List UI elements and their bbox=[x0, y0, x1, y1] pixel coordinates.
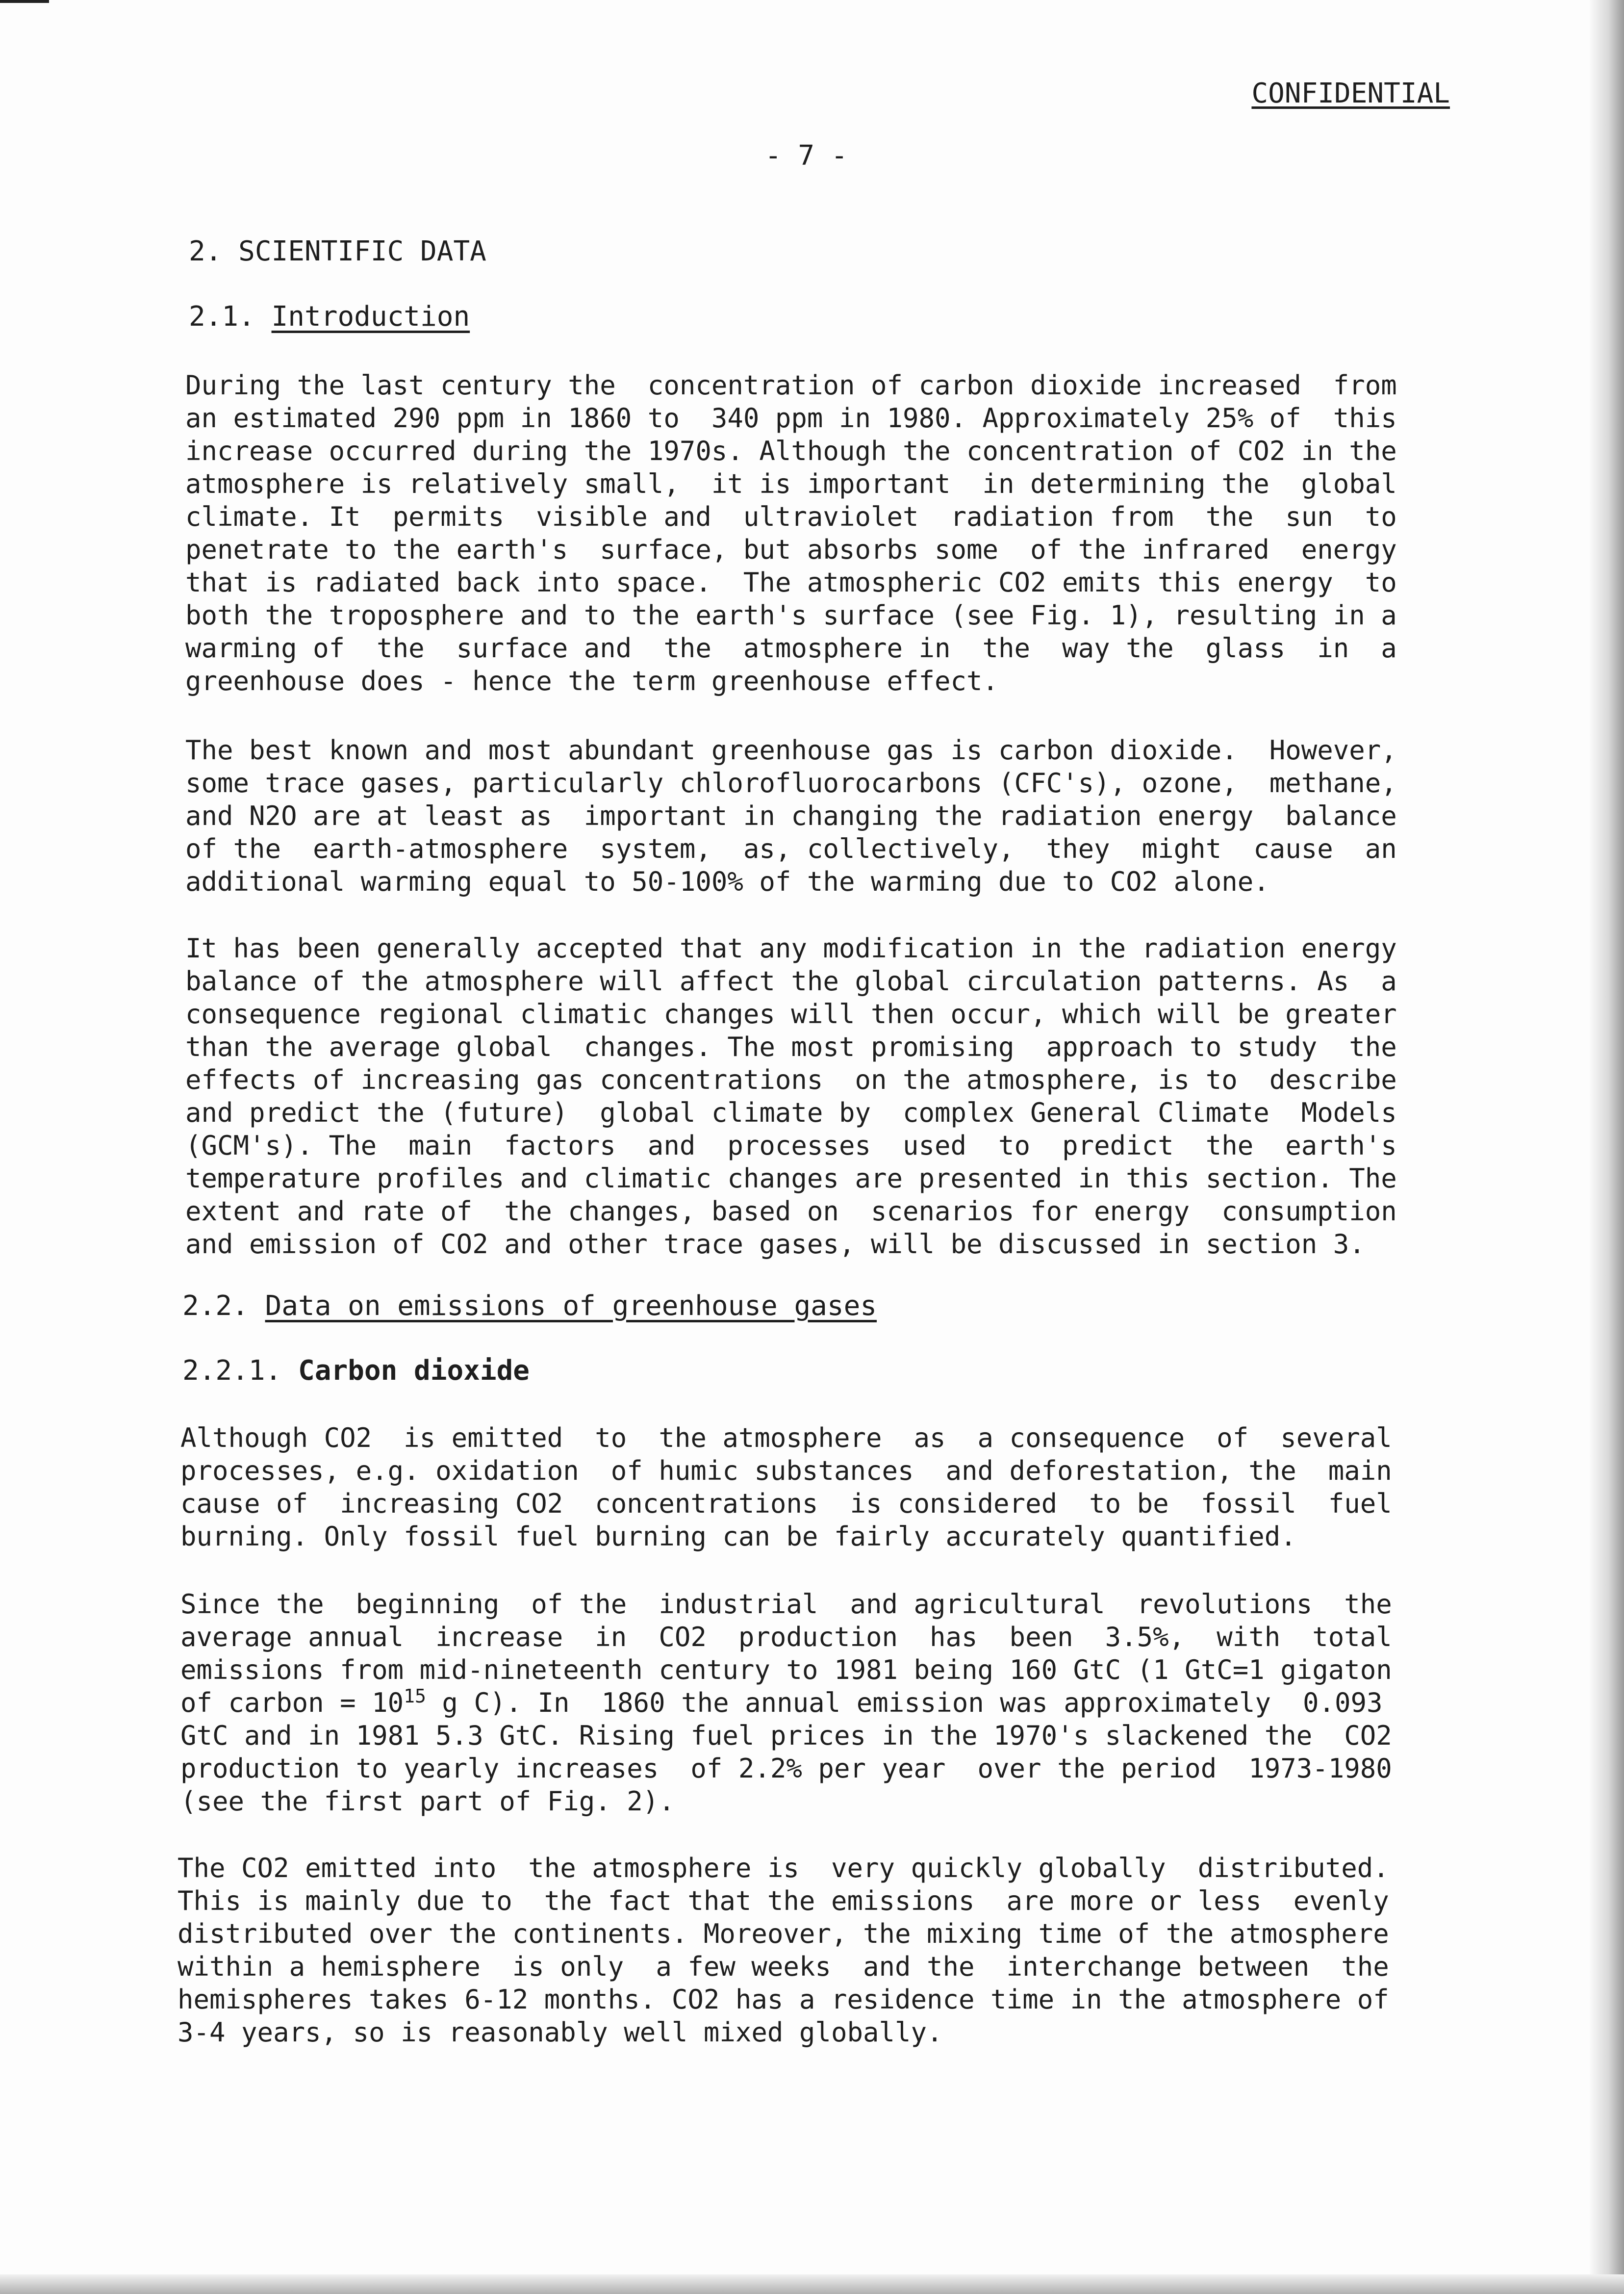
exponent: 15 bbox=[404, 1685, 426, 1707]
subsubsection-co2-heading: 2.2.1. Carbon dioxide bbox=[182, 1355, 530, 1387]
text-line: It has been generally accepted that any modification in the radiation energy bbox=[185, 933, 1397, 964]
text-line: temperature profiles and climatic changes are presented in this section. The bbox=[185, 1163, 1397, 1194]
confidential-header: CONFIDENTIAL bbox=[1251, 77, 1450, 109]
text-line: distributed over the continents. Moreover, the mixing time of the atmosphere bbox=[178, 1918, 1389, 1949]
co2-paragraph-1 bbox=[180, 1421, 1441, 1553]
text-line: burning. Only fossil fuel burning can be fairly accurately quantified. bbox=[180, 1521, 1296, 1552]
text-line: increase occurred during the 1970s. Although the concentration of CO2 in the bbox=[185, 436, 1397, 466]
text-line: Since the beginning of the industrial and agricultural revolutions the bbox=[180, 1589, 1392, 1620]
text-line: than the average global changes. The most promising approach to study the bbox=[185, 1031, 1397, 1062]
co2-paragraph-3 bbox=[178, 1852, 1438, 2049]
page-number: - 7 - bbox=[765, 140, 848, 172]
text-line: production to yearly increases of 2.2% per year over the period 1973-1980 bbox=[180, 1753, 1392, 1784]
text-line-with-exponent: of carbon = $10^{15}$ g C). In 1860 the annual emission was approximately 0.093 bbox=[180, 1685, 1383, 1718]
text-line: and predict the (future) global climate by complex General Climate Models bbox=[185, 1097, 1397, 1128]
scan-edge-right bbox=[1590, 0, 1624, 2294]
subsection-emissions-heading: 2.2. Data on emissions of greenhouse gases bbox=[182, 1290, 877, 1322]
text-line: effects of increasing gas concentrations on the atmosphere, is to describe bbox=[185, 1064, 1397, 1095]
text-line: average annual increase in CO2 production has been 3.5%, with total bbox=[180, 1622, 1392, 1652]
section-title: 2. SCIENTIFIC DATA bbox=[189, 235, 486, 267]
text-line: 3-4 years, so is reasonably well mixed globally. bbox=[178, 2017, 943, 2048]
text-line: climate. It permits visible and ultraviolet radiation from the sun to bbox=[185, 501, 1397, 532]
text-line: and emission of CO2 and other trace gases, will be discussed in section 3. bbox=[185, 1229, 1365, 1260]
text-line: The best known and most abundant greenhouse gas is carbon dioxide. However, bbox=[185, 735, 1397, 766]
text-line: extent and rate of the changes, based on scenarios for energy consumption bbox=[185, 1196, 1397, 1227]
text-line: balance of the atmosphere will affect the global circulation patterns. As a bbox=[185, 966, 1397, 997]
intro-paragraph-3 bbox=[185, 932, 1446, 1261]
text-line: warming of the surface and the atmosphere in the way the glass in a bbox=[185, 633, 1397, 664]
text-line: additional warming equal to 50-100% of the warming due to CO2 alone. bbox=[185, 866, 1269, 897]
text-line: greenhouse does - hence the term greenhouse effect. bbox=[185, 666, 999, 696]
text-line: that is radiated back into space. The atmospheric CO2 emits this energy to bbox=[185, 567, 1397, 598]
text-line: This is mainly due to the fact that the emissions are more or less evenly bbox=[178, 1885, 1389, 1916]
text-line: The CO2 emitted into the atmosphere is very quickly globally distributed. bbox=[178, 1853, 1389, 1883]
text-line: and N2O are at least as important in changing the radiation energy balance bbox=[185, 800, 1397, 831]
text-line: emissions from mid-nineteenth century to 1981 being 160 GtC (1 GtC=1 gigaton bbox=[180, 1654, 1392, 1685]
text-line: some trace gases, particularly chlorofluorocarbons (CFC's), ozone, methane, bbox=[185, 768, 1397, 799]
text-line: During the last century the concentration of carbon dioxide increased from bbox=[185, 370, 1397, 401]
text-line: GtC and in 1981 5.3 GtC. Rising fuel prices in the 1970's slackened the CO2 bbox=[180, 1720, 1392, 1751]
text-line: an estimated 290 ppm in 1860 to 340 ppm in 1980. Approximately 25% of this bbox=[185, 403, 1397, 434]
scan-mark bbox=[0, 0, 49, 3]
text-line: processes, e.g. oxidation of humic substances and deforestation, the main bbox=[180, 1455, 1392, 1486]
text-line: Although CO2 is emitted to the atmosphere as a consequence of several bbox=[180, 1422, 1392, 1453]
text-line: both the troposphere and to the earth's surface (see Fig. 1), resulting in a bbox=[185, 600, 1397, 631]
text-line: of the earth-atmosphere system, as, collectively, they might cause an bbox=[185, 833, 1397, 864]
text-line: atmosphere is relatively small, it is important in determining the global bbox=[185, 468, 1397, 499]
text-line: consequence regional climatic changes will then occur, which will be greater bbox=[185, 999, 1397, 1030]
text-line: cause of increasing CO2 concentrations is considered to be fossil fuel bbox=[180, 1488, 1392, 1519]
co2-paragraph-2 bbox=[180, 1588, 1441, 1818]
intro-paragraph-1 bbox=[185, 369, 1446, 697]
text-line: within a hemisphere is only a few weeks and the interchange between the bbox=[178, 1951, 1389, 1982]
text-line: penetrate to the earth's surface, but absorbs some of the infrared energy bbox=[185, 534, 1397, 565]
subsection-introduction-heading: 2.1. Introduction bbox=[189, 301, 470, 333]
intro-paragraph-2 bbox=[185, 734, 1446, 898]
text-line: (see the first part of Fig. 2). bbox=[180, 1786, 675, 1817]
text-line: hemispheres takes 6-12 months. CO2 has a residence time in the atmosphere of bbox=[178, 1984, 1389, 2015]
text-line: (GCM's). The main factors and processes used to predict the earth's bbox=[185, 1130, 1397, 1161]
scan-edge-bottom bbox=[0, 2274, 1624, 2294]
